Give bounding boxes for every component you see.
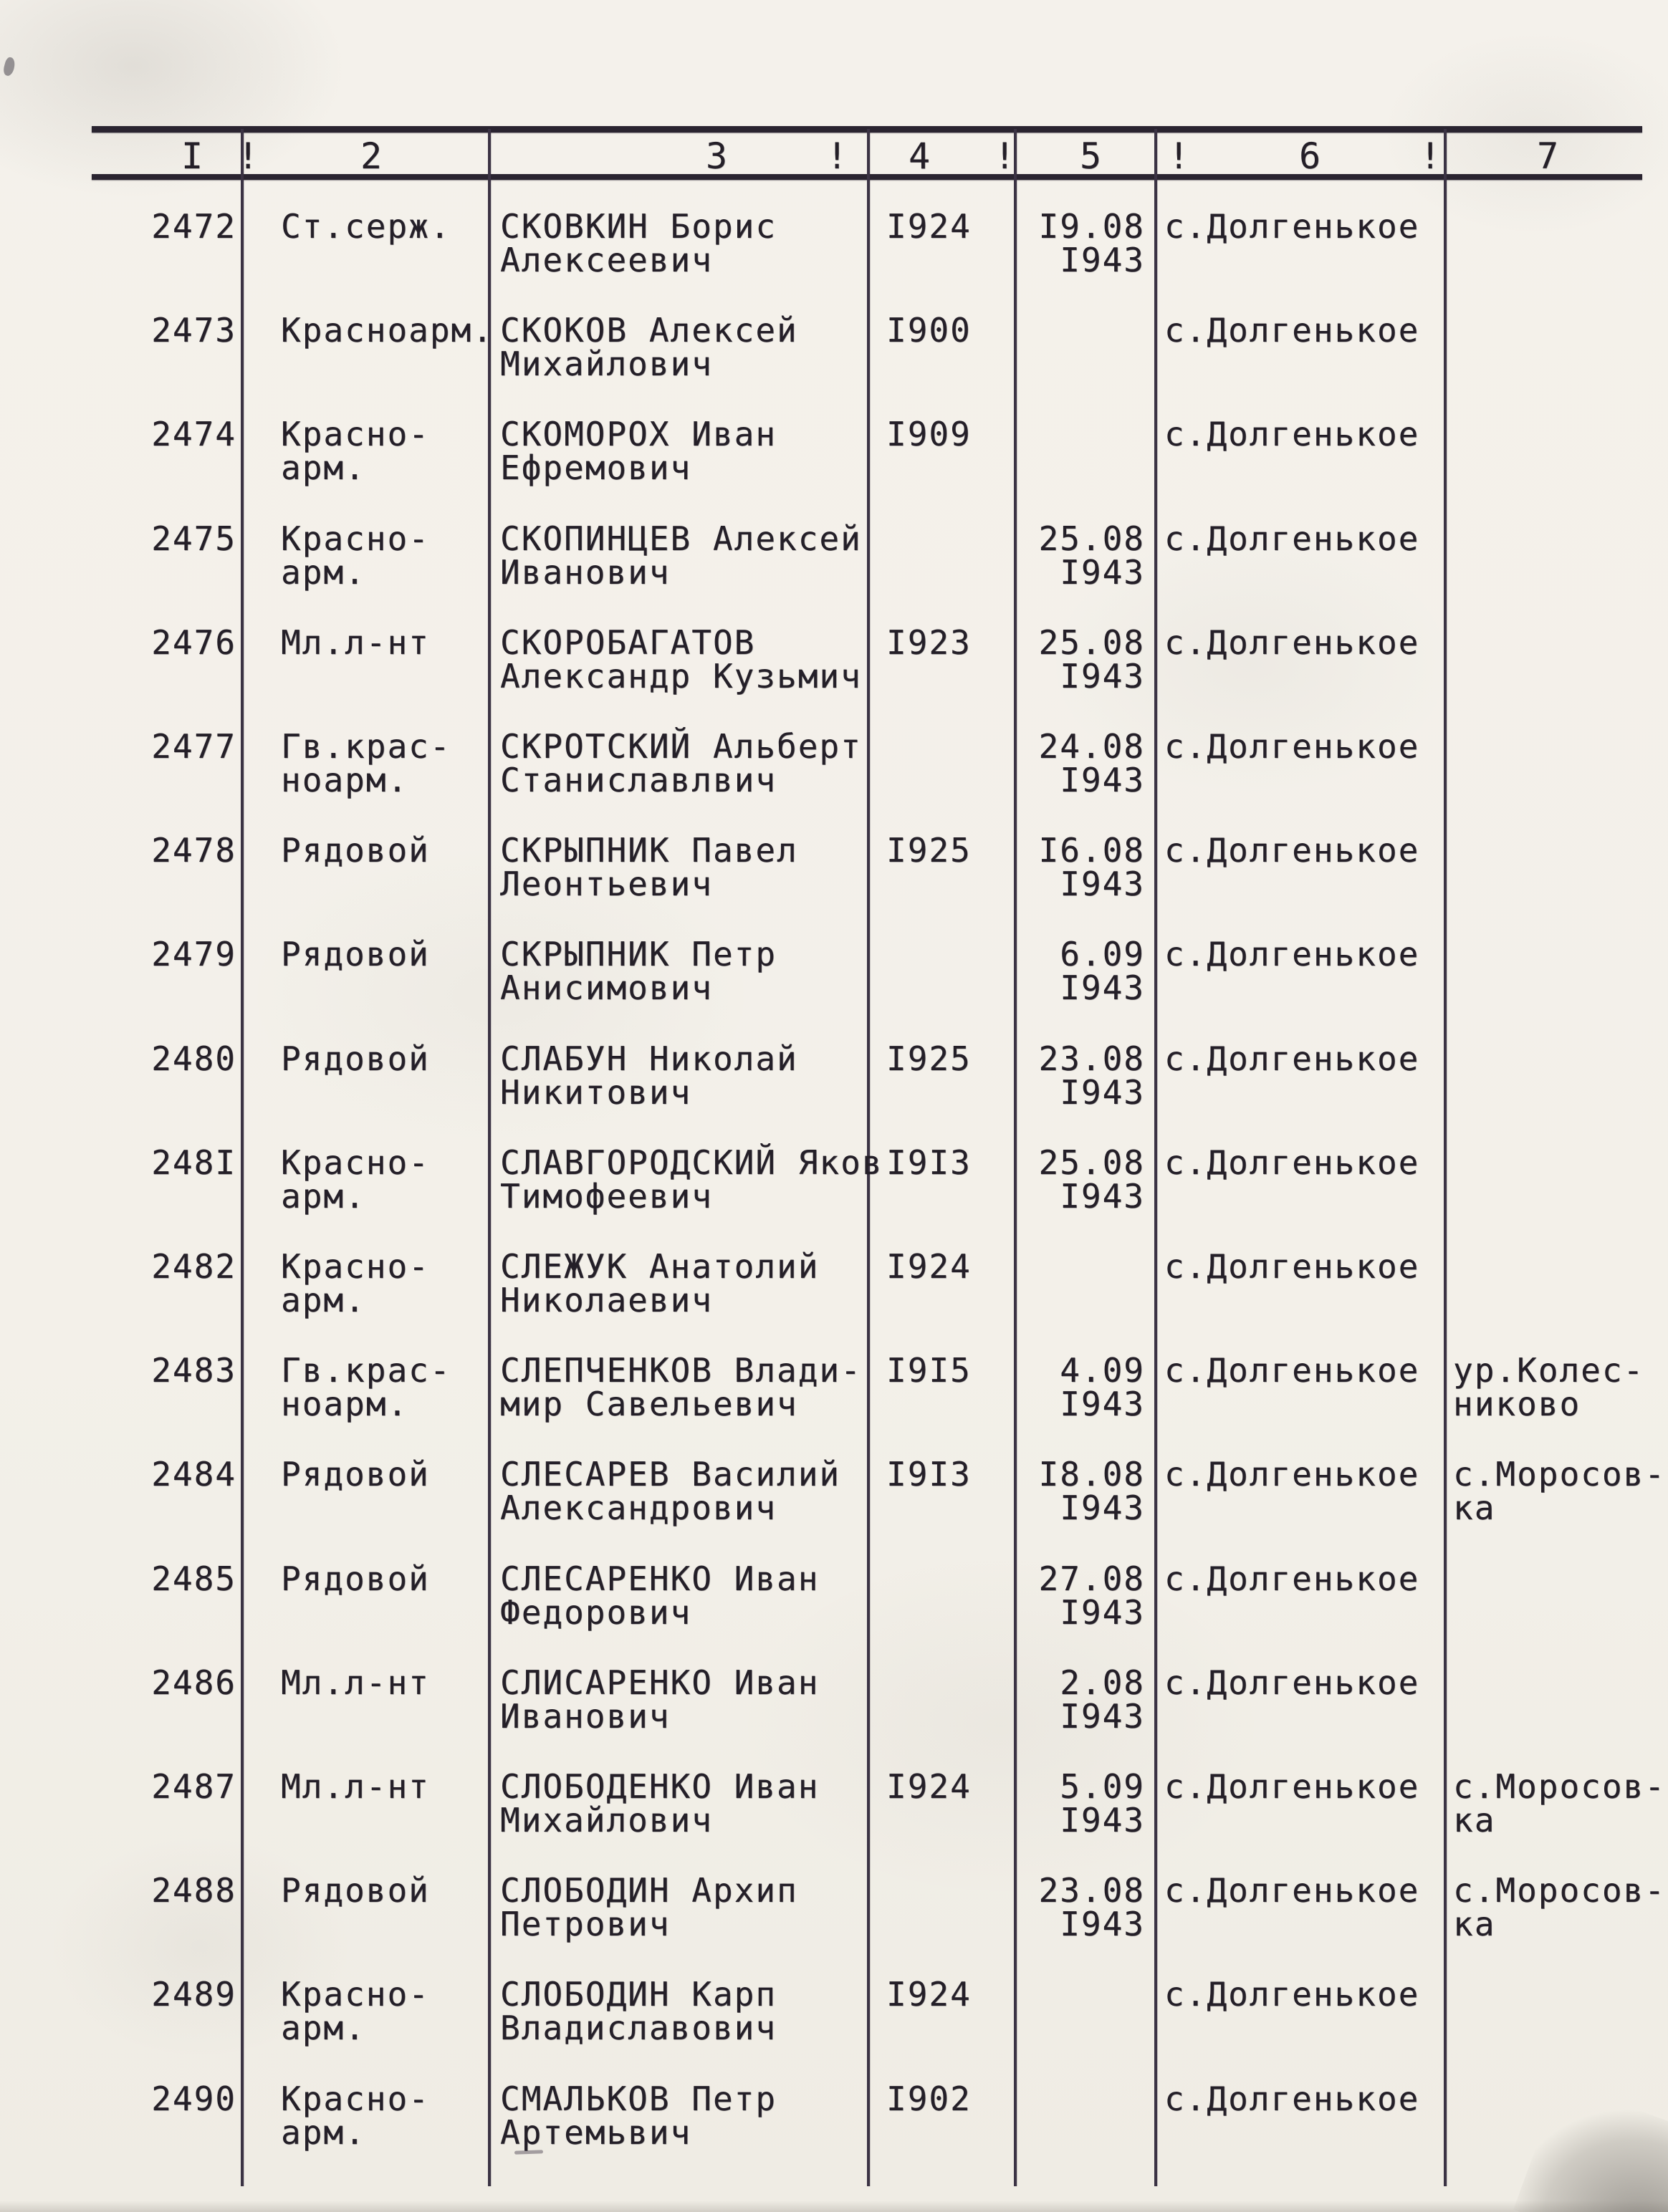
death-date-year: I943 <box>1060 1177 1145 1216</box>
burial-place-cell: с.Долгенькое <box>1164 1975 1420 2014</box>
column-header: 7 <box>1536 135 1559 177</box>
death-date-day-month: 4.09 <box>1060 1351 1145 1390</box>
row-number-cell: 2472 <box>151 207 236 246</box>
name-cell-line2: Петрович <box>500 1905 671 1943</box>
death-date-day-month: I6.08 <box>1038 831 1145 870</box>
extra-place-cell: с.Моросов- <box>1453 1767 1666 1806</box>
name-cell: СКРЫПНИК Петр <box>500 935 777 973</box>
scan-bottom-edge <box>0 2201 1668 2212</box>
name-cell: СКОПИНЦЕВ Алексей <box>500 519 862 558</box>
column-separator-mark: ! <box>1419 135 1442 177</box>
death-date-day-month: 27.08 <box>1038 1559 1145 1598</box>
row-number-cell: 2490 <box>151 2079 236 2118</box>
burial-place-cell: с.Долгенькое <box>1164 1039 1420 1078</box>
name-cell: СЛАВГОРОДСКИЙ Яков <box>500 1143 883 1182</box>
column-header: 3 <box>705 135 728 177</box>
name-cell-line2: Анисимович <box>500 968 713 1007</box>
rank-cell: Красноарм. <box>281 311 494 350</box>
burial-place-cell: с.Долгенькое <box>1164 1871 1420 1910</box>
name-cell: СЛЕСАРЕВ Василий <box>500 1455 841 1494</box>
row-number-cell: 2488 <box>151 1871 236 1910</box>
burial-place-cell: с.Долгенькое <box>1164 623 1420 662</box>
burial-place-cell: с.Долгенькое <box>1164 1455 1420 1494</box>
name-cell: СЛОБОДИН Архип <box>500 1871 798 1910</box>
extra-place-cell-line2: ка <box>1453 1801 1496 1840</box>
table-row <box>0 831 1668 938</box>
death-date-year: I943 <box>1060 1593 1145 1632</box>
name-cell: СЛЕПЧЕНКОВ Влади- <box>500 1351 862 1390</box>
death-date-cell <box>1016 831 1145 903</box>
birth-year-cell: I923 <box>886 623 972 662</box>
table-row <box>0 1039 1668 1147</box>
rank-cell: Мл.л-нт <box>281 1767 430 1806</box>
birth-year-cell: I909 <box>886 415 972 453</box>
table-row <box>0 727 1668 835</box>
name-cell-line2: Станиславлвич <box>500 761 777 799</box>
column-header: 2 <box>360 135 383 177</box>
name-cell-line2: Михайлович <box>500 1801 713 1840</box>
column-header: 4 <box>908 135 931 177</box>
death-date-day-month: 24.08 <box>1038 727 1145 766</box>
birth-year-cell: I925 <box>886 1039 972 1078</box>
name-cell-line2: Михайлович <box>500 345 713 383</box>
name-cell: СЛОБОДИН Карп <box>500 1975 777 2014</box>
burial-place-cell: с.Долгенькое <box>1164 1559 1420 1598</box>
rank-cell: Гв.крас- <box>281 727 451 766</box>
burial-place-cell: с.Долгенькое <box>1164 1247 1420 1286</box>
rank-cell-line2: арм. <box>281 2009 366 2047</box>
death-date-day-month: 23.08 <box>1038 1871 1145 1910</box>
name-cell: СКРЫПНИК Павел <box>500 831 798 870</box>
name-cell-line2: Александрович <box>500 1489 777 1527</box>
death-date-cell <box>1016 1039 1145 1112</box>
burial-place-cell: с.Долгенькое <box>1164 2079 1420 2118</box>
extra-place-cell: с.Моросов- <box>1453 1871 1666 1910</box>
name-cell: СЛИСАРЕНКО Иван <box>500 1663 820 1702</box>
burial-place-cell: с.Долгенькое <box>1164 1351 1420 1390</box>
table-row <box>0 1767 1668 1875</box>
death-date-cell <box>1016 935 1145 1007</box>
rank-cell: Гв.крас- <box>281 1351 451 1390</box>
death-date-year: I943 <box>1060 1801 1145 1840</box>
table-row <box>0 1455 1668 1562</box>
rank-cell: Красно- <box>281 519 430 558</box>
name-cell-line2: Федорович <box>500 1593 692 1632</box>
name-cell: СЛЕЖУК Анатолий <box>500 1247 820 1286</box>
burial-place-cell: с.Долгенькое <box>1164 1767 1420 1806</box>
death-date-cell <box>1016 1663 1145 1736</box>
table-row <box>0 311 1668 418</box>
row-number-cell: 2483 <box>151 1351 236 1390</box>
rank-cell-line2: ноарм. <box>281 761 409 799</box>
column-header: 6 <box>1298 135 1321 177</box>
row-number-cell: 2480 <box>151 1039 236 1078</box>
death-date-cell <box>1016 207 1145 279</box>
rank-cell-line2: арм. <box>281 1281 366 1319</box>
birth-year-cell: I9I3 <box>886 1143 972 1182</box>
column-separator-mark: ! <box>1167 135 1190 177</box>
name-cell: СЛОБОДЕНКО Иван <box>500 1767 820 1806</box>
burial-place-cell: с.Долгенькое <box>1164 415 1420 453</box>
name-cell-line2: Алексеевич <box>500 241 713 279</box>
rank-cell: Рядовой <box>281 831 430 870</box>
name-cell: СКОВКИН Борис <box>500 207 777 246</box>
name-cell-line2: Леонтьевич <box>500 865 713 903</box>
death-date-day-month: 23.08 <box>1038 1039 1145 1078</box>
death-date-cell <box>1016 1143 1145 1216</box>
death-date-year: I943 <box>1060 865 1145 903</box>
rank-cell: Красно- <box>281 1975 430 2014</box>
death-date-year: I943 <box>1060 761 1145 799</box>
name-cell-line2: Артемьвич <box>500 2113 692 2152</box>
name-cell-line2: Александр Кузьмич <box>500 657 862 696</box>
row-number-cell: 2473 <box>151 311 236 350</box>
name-cell: СКОРОБАГАТОВ <box>500 623 756 662</box>
burial-place-cell: с.Долгенькое <box>1164 311 1420 350</box>
name-cell-line2: Никитович <box>500 1073 692 1112</box>
death-date-year: I943 <box>1060 1489 1145 1527</box>
column-header: I <box>181 135 203 177</box>
row-number-cell: 2484 <box>151 1455 236 1494</box>
death-date-day-month: 25.08 <box>1038 519 1145 558</box>
extra-place-cell: с.Моросов- <box>1453 1455 1666 1494</box>
table-row <box>0 1351 1668 1458</box>
death-date-day-month: 6.09 <box>1060 935 1145 973</box>
rank-cell-line2: ноарм. <box>281 1385 409 1423</box>
birth-year-cell: I9I5 <box>886 1351 972 1390</box>
death-date-cell <box>1016 519 1145 592</box>
rank-cell: Мл.л-нт <box>281 623 430 662</box>
burial-place-cell: с.Долгенькое <box>1164 1143 1420 1182</box>
birth-year-cell: I924 <box>886 1247 972 1286</box>
row-number-cell: 2489 <box>151 1975 236 2014</box>
table-row <box>0 519 1668 627</box>
row-number-cell: 2476 <box>151 623 236 662</box>
burial-place-cell: с.Долгенькое <box>1164 831 1420 870</box>
name-cell-line2: Иванович <box>500 553 671 592</box>
rank-cell-line2: арм. <box>281 553 366 592</box>
row-number-cell: 2477 <box>151 727 236 766</box>
row-number-cell: 2478 <box>151 831 236 870</box>
birth-year-cell: I924 <box>886 1767 972 1806</box>
name-cell-line2: Владиславович <box>500 2009 777 2047</box>
table-row <box>0 1247 1668 1355</box>
rank-cell-line2: арм. <box>281 1177 366 1216</box>
row-number-cell: 2474 <box>151 415 236 453</box>
birth-year-cell: I9I3 <box>886 1455 972 1494</box>
rank-cell: Ст.серж. <box>281 207 451 246</box>
row-number-cell: 2485 <box>151 1559 236 1598</box>
row-number-cell: 2487 <box>151 1767 236 1806</box>
rank-cell: Красно- <box>281 415 430 453</box>
death-date-cell <box>1016 623 1145 696</box>
column-separator-mark: ! <box>236 135 259 177</box>
death-date-year: I943 <box>1060 1385 1145 1423</box>
burial-place-cell: с.Долгенькое <box>1164 727 1420 766</box>
row-number-cell: 2475 <box>151 519 236 558</box>
death-date-year: I943 <box>1060 1073 1145 1112</box>
death-date-cell <box>1016 1455 1145 1527</box>
name-cell: СМАЛЬКОВ Петр <box>500 2079 777 2118</box>
column-separator-mark: ! <box>993 135 1016 177</box>
birth-year-cell: I924 <box>886 1975 972 2014</box>
birth-year-cell: I902 <box>886 2079 972 2118</box>
rank-cell: Красно- <box>281 1247 430 1286</box>
table-row <box>0 935 1668 1042</box>
extra-place-cell: ур.Колес- <box>1453 1351 1645 1390</box>
rank-cell: Рядовой <box>281 1559 430 1598</box>
column-separator-mark: ! <box>825 135 848 177</box>
name-cell: СКРОТСКИЙ Альберт <box>500 727 862 766</box>
death-date-day-month: 25.08 <box>1038 623 1145 662</box>
death-date-cell <box>1016 727 1145 799</box>
burial-place-cell: с.Долгенькое <box>1164 1663 1420 1702</box>
name-cell-line2: мир Савельевич <box>500 1385 798 1423</box>
death-date-year: I943 <box>1060 1697 1145 1736</box>
rank-cell: Красно- <box>281 2079 430 2118</box>
death-date-year: I943 <box>1060 657 1145 696</box>
table-row <box>0 2079 1668 2187</box>
rank-cell: Рядовой <box>281 1039 430 1078</box>
death-date-cell <box>1016 1559 1145 1632</box>
name-cell: СКОКОВ Алексей <box>500 311 798 350</box>
birth-year-cell: I925 <box>886 831 972 870</box>
death-date-cell <box>1016 1767 1145 1840</box>
name-cell-line2: Тимофеевич <box>500 1177 713 1216</box>
rank-cell: Красно- <box>281 1143 430 1182</box>
death-date-cell <box>1016 1351 1145 1423</box>
rank-cell: Рядовой <box>281 1455 430 1494</box>
name-cell-line2: Ефремович <box>500 448 692 487</box>
table-row <box>0 207 1668 314</box>
rank-cell-line2: арм. <box>281 448 366 487</box>
row-number-cell: 2486 <box>151 1663 236 1702</box>
rank-cell-line2: арм. <box>281 2113 366 2152</box>
burial-place-cell: с.Долгенькое <box>1164 935 1420 973</box>
death-date-day-month: I8.08 <box>1038 1455 1145 1494</box>
table-row <box>0 1975 1668 2082</box>
rank-cell: Мл.л-нт <box>281 1663 430 1702</box>
death-date-day-month: 5.09 <box>1060 1767 1145 1806</box>
death-date-day-month: I9.08 <box>1038 207 1145 246</box>
name-cell-line2: Иванович <box>500 1697 671 1736</box>
table-row <box>0 1143 1668 1251</box>
rank-cell: Рядовой <box>281 935 430 973</box>
extra-place-cell-line2: ка <box>1453 1489 1496 1527</box>
death-date-year: I943 <box>1060 1905 1145 1943</box>
death-date-year: I943 <box>1060 241 1145 279</box>
burial-place-cell: с.Долгенькое <box>1164 207 1420 246</box>
birth-year-cell: I924 <box>886 207 972 246</box>
extra-place-cell-line2: никово <box>1453 1385 1581 1423</box>
table-row <box>0 1871 1668 1978</box>
death-date-year: I943 <box>1060 968 1145 1007</box>
death-date-year: I943 <box>1060 553 1145 592</box>
name-cell-line2: Николаевич <box>500 1281 713 1319</box>
row-number-cell: 248I <box>151 1143 236 1182</box>
name-cell: СЛАБУН Николай <box>500 1039 798 1078</box>
extra-place-cell-line2: ка <box>1453 1905 1496 1943</box>
name-cell: СЛЕСАРЕНКО Иван <box>500 1559 820 1598</box>
table-row <box>0 1559 1668 1667</box>
table-row <box>0 415 1668 522</box>
death-date-day-month: 25.08 <box>1038 1143 1145 1182</box>
death-date-day-month: 2.08 <box>1060 1663 1145 1702</box>
death-date-cell <box>1016 1871 1145 1943</box>
row-number-cell: 2482 <box>151 1247 236 1286</box>
rank-cell: Рядовой <box>281 1871 430 1910</box>
burial-place-cell: с.Долгенькое <box>1164 519 1420 558</box>
name-cell: СКОМОРОХ Иван <box>500 415 777 453</box>
birth-year-cell: I900 <box>886 311 972 350</box>
table-row <box>0 623 1668 731</box>
column-header: 5 <box>1079 135 1102 177</box>
table-row <box>0 1663 1668 1771</box>
row-number-cell: 2479 <box>151 935 236 973</box>
